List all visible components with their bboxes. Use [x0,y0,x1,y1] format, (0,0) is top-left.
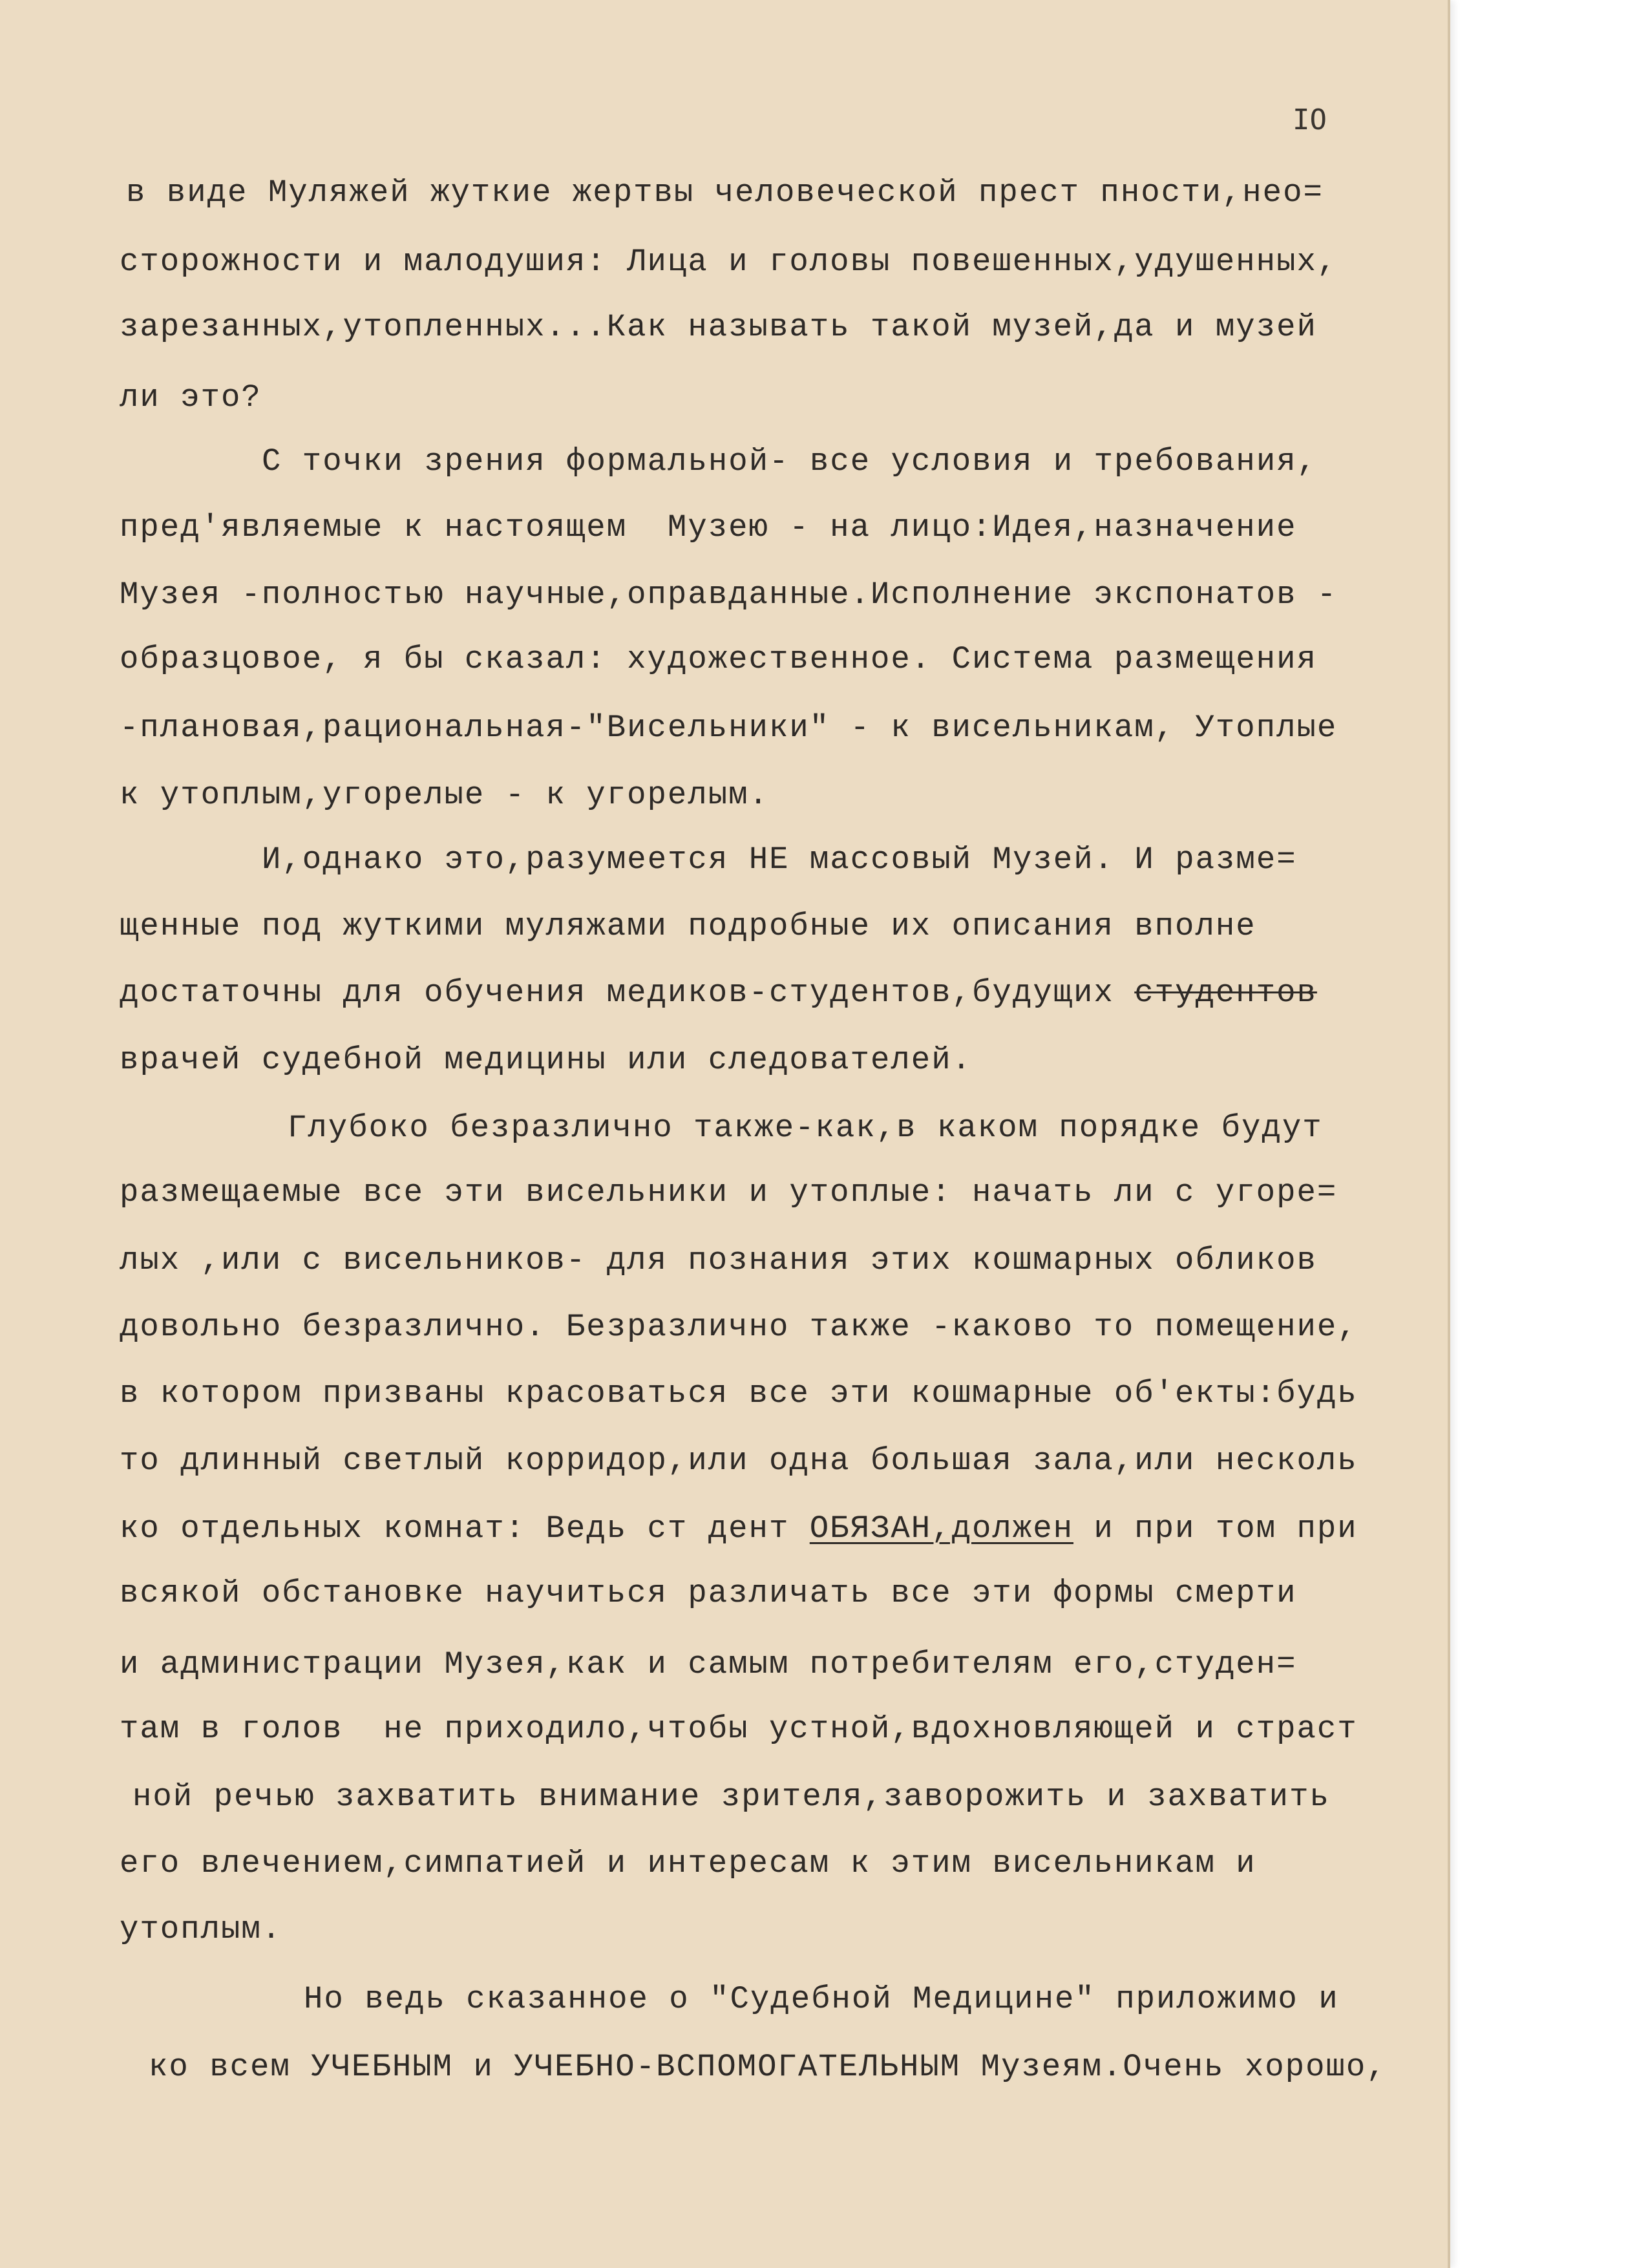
text-line: сторожности и малодушия: Лица и головы повешенных,удушенных, [120,244,1338,280]
text-line: лых ,или с висельников- для познания этих кошмарных обликов [120,1242,1317,1278]
text-line: в виде Муляжей жуткие жертвы человеческой прест пности,нео= [126,175,1324,211]
text-line: Музея -полностью научные,оправданные.Исполнение экспонатов - [120,577,1338,613]
text-line: в котором призваны красоваться все эти кошмарные об'екты:будь [120,1375,1358,1412]
text-line [120,1510,1358,1547]
text-line: ко всем УЧЕБНЫМ и УЧЕБНО-ВСПОМОГАТЕЛЬНЫМ Музеям.Очень хорошо, [149,2049,1387,2085]
text-line: образцовое, я бы сказал: художественное. Система размещения [120,641,1317,677]
text-line: его влечением,симпатией и интересам к этим висельникам и [120,1845,1256,1881]
text-line: С точки зрения формальной- все условия и требования, [262,443,1318,480]
text-line: то длинный светлый корридор,или одна большая зала,или несколь [120,1443,1358,1479]
text-line: и администрации Музея,как и самым потребителям его,студен= [120,1646,1297,1682]
page-number: IO [1293,103,1327,136]
text-line: щенные под жуткими муляжами подробные их описания вполне [120,908,1256,944]
text-line: к утоплым,угорелые - к угорелым. [120,777,769,813]
text-line: пред'являемые к настоящем Музею - на лицо:Идея,назначение [120,509,1297,546]
underlined-phrase: ОБЯЗАН,должен [809,1510,1074,1547]
text-line: -плановая,рациональная-"Висельники" - к висельникам, Утоплые [120,710,1338,746]
text-line: довольно безразлично. Безразлично также -каково то помещение, [120,1309,1358,1345]
text-line: И,однако это,разумеется НЕ массовый Музей. И разме= [262,842,1297,878]
text-segment: ко отдельных комнат: Ведь ст дент [120,1510,810,1547]
text-line: зарезанных,утопленных...Как называть такой музей,да и музей [120,309,1317,345]
text-line: врачей судебной медицины или следователей. [120,1042,973,1078]
struck-through-word: студентов [1134,975,1317,1011]
text-segment: достаточны для обучения медиков-студентов,будущих [120,975,1135,1011]
text-line: там в голов не приходило,чтобы устной,вдохновляющей и страст [120,1711,1358,1747]
text-line: утоплым. [120,1911,282,1947]
text-line: размещаемые все эти висельники и утоплые: начать ли с угоре= [120,1174,1338,1211]
text-segment: и при том при [1073,1510,1358,1547]
text-line: всякой обстановке научиться различать все эти формы смерти [120,1575,1297,1611]
text-line [120,975,1317,1011]
text-line: ли это? [120,379,262,416]
text-line: ной речью захватить внимание зрителя,заворожить и захватить [132,1779,1330,1815]
text-line: Но ведь сказанное о "Судебной Медицине" приложимо и [304,1981,1339,2017]
text-line: Глубоко безразлично также-как,в каком порядке будут [288,1110,1323,1146]
